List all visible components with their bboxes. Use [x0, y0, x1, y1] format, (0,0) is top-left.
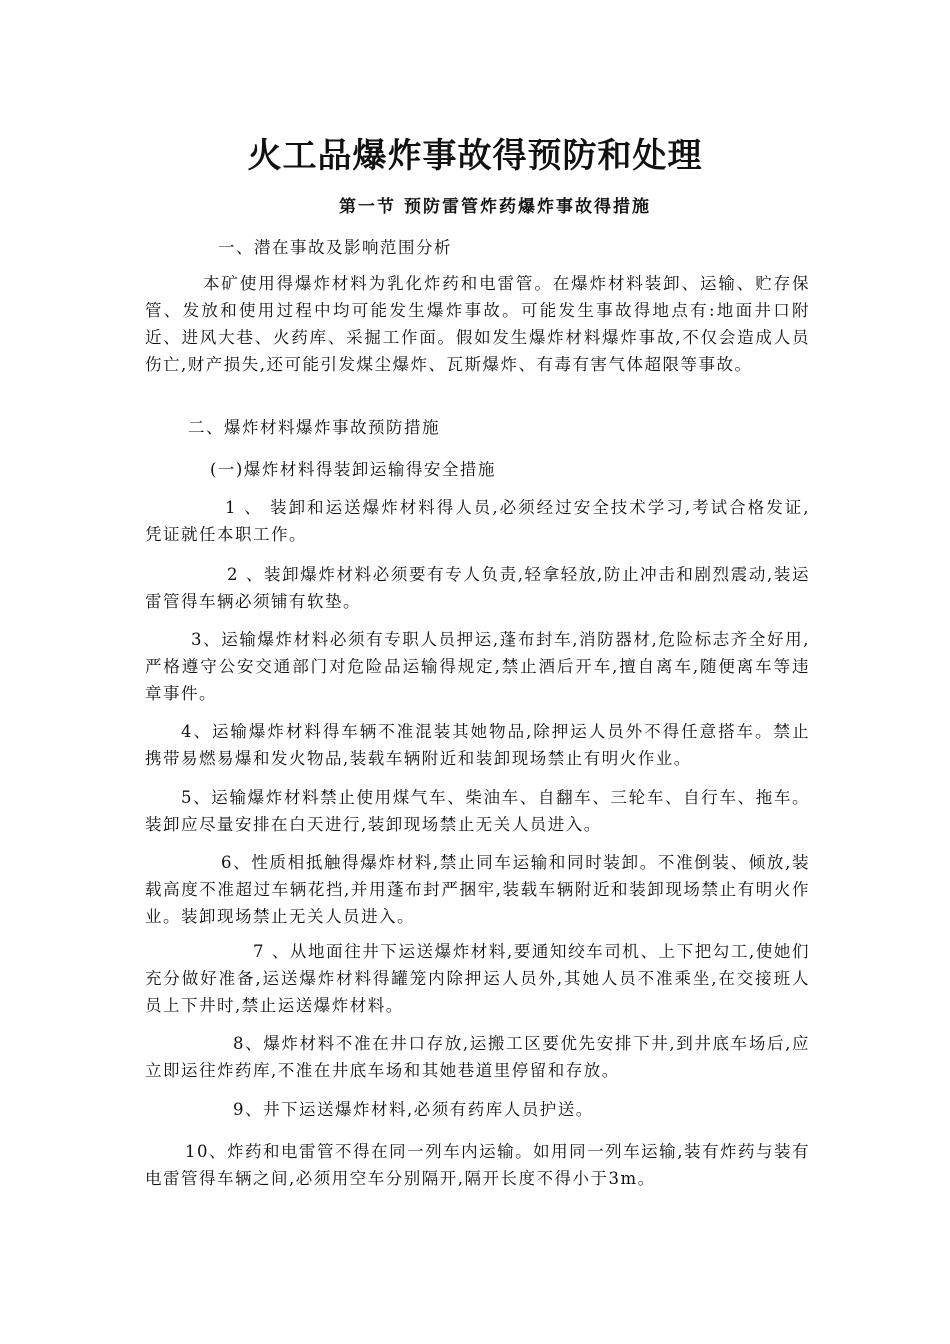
list-item-4: 4、运输爆炸材料得车辆不准混装其她物品,除押运人员外不得任意搭车。禁止携带易燃易爆和发火物品,装载车辆附近和装卸现场禁止有明火作业。: [145, 722, 810, 768]
heading-risk-analysis: 一、潜在事故及影响范围分析: [218, 238, 452, 257]
heading-prevention: 二、爆炸材料爆炸事故预防措施: [188, 418, 440, 437]
list-item-5: 5、运输爆炸材料禁止使用煤气车、柴油车、自翻车、三轮车、自行车、拖车。装卸应尽量安排在白天进行,装卸现场禁止无关人员进入。: [145, 788, 810, 834]
list-item-2: 2 、装卸爆炸材料必须要有专人负责,轻拿轻放,防止冲击和剧烈震动,装运雷管得车辆必须铺有软垫。: [145, 565, 810, 611]
list-item-1: 1 、 装卸和运送爆炸材料得人员,必须经过安全技术学习,考试合格发证,凭证就任本职工作。: [145, 498, 810, 544]
section-title: 第一节 预防雷管炸药爆炸事故得措施: [339, 197, 651, 217]
list-item-3: 3、运输爆炸材料必须有专职人员押运,蓬布封车,消防器材,危险标志齐全好用,严格遵守公安交通部门对危险品运输得规定,禁止酒后开车,擅自离车,随便离车等违章事件。: [145, 630, 810, 703]
list-item-10: 10、炸药和电雷管不得在同一列车内运输。如用同一列车运输,装有炸药与装有电雷管得车辆之间,必须用空车分别隔开,隔开长度不得小于3m。: [145, 1142, 810, 1188]
list-item-7: 7 、从地面往井下运送爆炸材料,要通知绞车司机、上下把勾工,使她们充分做好准备,运送爆炸材料得罐笼内除押运人员外,其她人员不准乘坐,在交接班人员上下井时,禁止运送爆炸材料。: [145, 942, 810, 1015]
list-item-6: 6、性质相抵触得爆炸材料,禁止同车运输和同时装卸。不准倒装、倾放,装载高度不准超过车辆花挡,并用蓬布封严捆牢,装载车辆附近和装卸现场禁止有明火作业。装卸现场禁止无关人员进入。: [145, 853, 810, 926]
paragraph-intro: 本矿使用得爆炸材料为乳化炸药和电雷管。在爆炸材料装卸、运输、贮存保管、发放和使用过程中均可能发生爆炸事故。可能发生事故得地点有:地面井口附近、进风大巷、火药库、采掘工作面。假如发生爆炸材料爆炸事故,不仅会造成人员伤亡,财产损失,还可能引发煤尘爆炸、瓦斯爆炸、有毒有害气体超限等事故。: [145, 274, 810, 374]
page-title: 火工品爆炸事故得预防和处理: [247, 136, 703, 176]
subheading-transport: (一)爆炸材料得装卸运输得安全措施: [210, 460, 496, 479]
list-item-8: 8、爆炸材料不准在井口存放,运搬工区要优先安排下井,到井底车场后,应立即运往炸药库,不准在井底车场和其她巷道里停留和存放。: [145, 1034, 810, 1080]
list-item-9: 9、井下运送爆炸材料,必须有药库人员护送。: [233, 1100, 594, 1119]
